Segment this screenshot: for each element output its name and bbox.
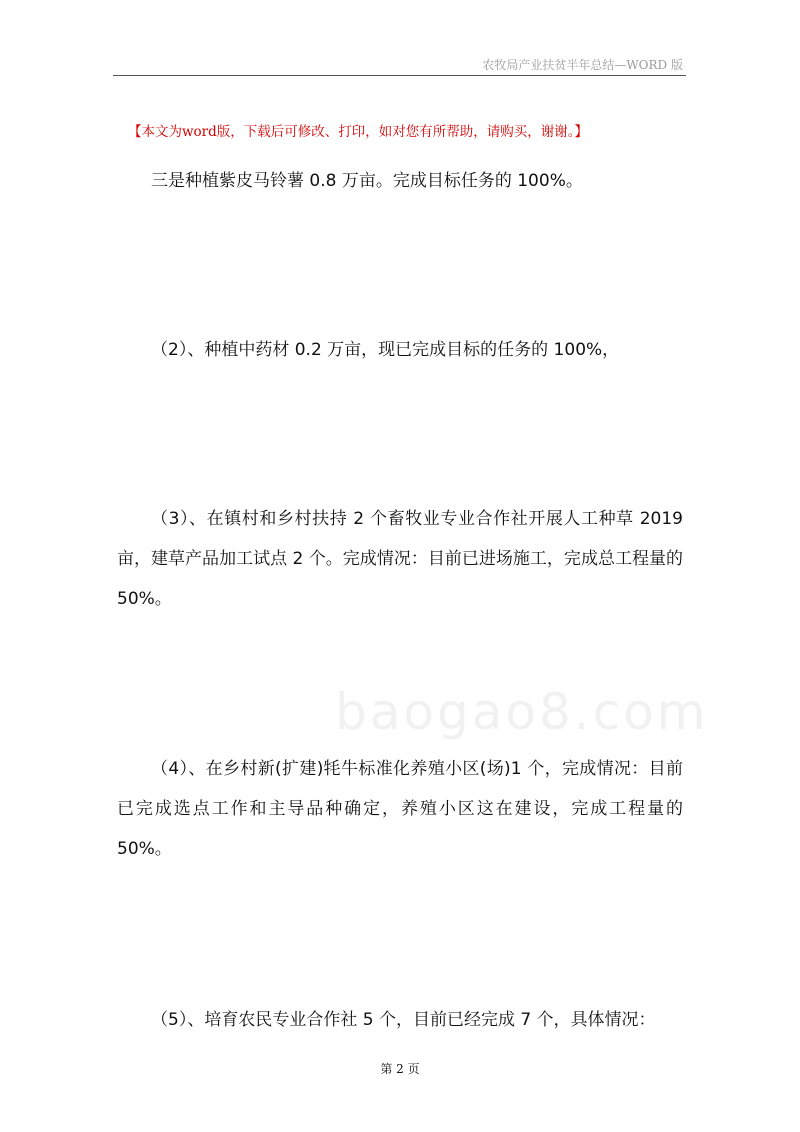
page-number: 第 2 页 <box>380 1062 420 1076</box>
paragraph-potato: 三是种植紫皮马铃薯 0.8 万亩。完成目标任务的 100%。 <box>151 171 583 191</box>
paragraph-herbs: （2）、种植中药材 0.2 万亩，现已完成目标的任务的 100%， <box>151 340 620 360</box>
watermark: baogao8.com <box>335 683 709 741</box>
paragraph-cooperatives: （5）、培育农民专业合作社 5 个，目前已经完成 7 个，具体情况： <box>151 1010 656 1030</box>
purchase-notice: 【本文为word版，下载后可修改、打印，如对您有所帮助，请购买，谢谢。】 <box>128 124 589 140</box>
header-divider <box>113 75 686 76</box>
document-header-title: 农牧局产业扶贫半年总结—WORD 版 <box>482 58 683 72</box>
paragraph-yak-breeding: （4）、在乡村新(扩建)牦牛标准化养殖小区(场)1 个，完成情况：目前已完成选点工作和主导品种确定，养殖小区这在建设，完成工程量的 50%。 <box>117 759 683 859</box>
paragraph-grass-planting: （3）、在镇村和乡村扶持 2 个畜牧业专业合作社开展人工种草 2019 亩，建草产品加工试点 2 个。完成情况：目前已进场施工，完成总工程量的 50%。 <box>117 509 683 609</box>
